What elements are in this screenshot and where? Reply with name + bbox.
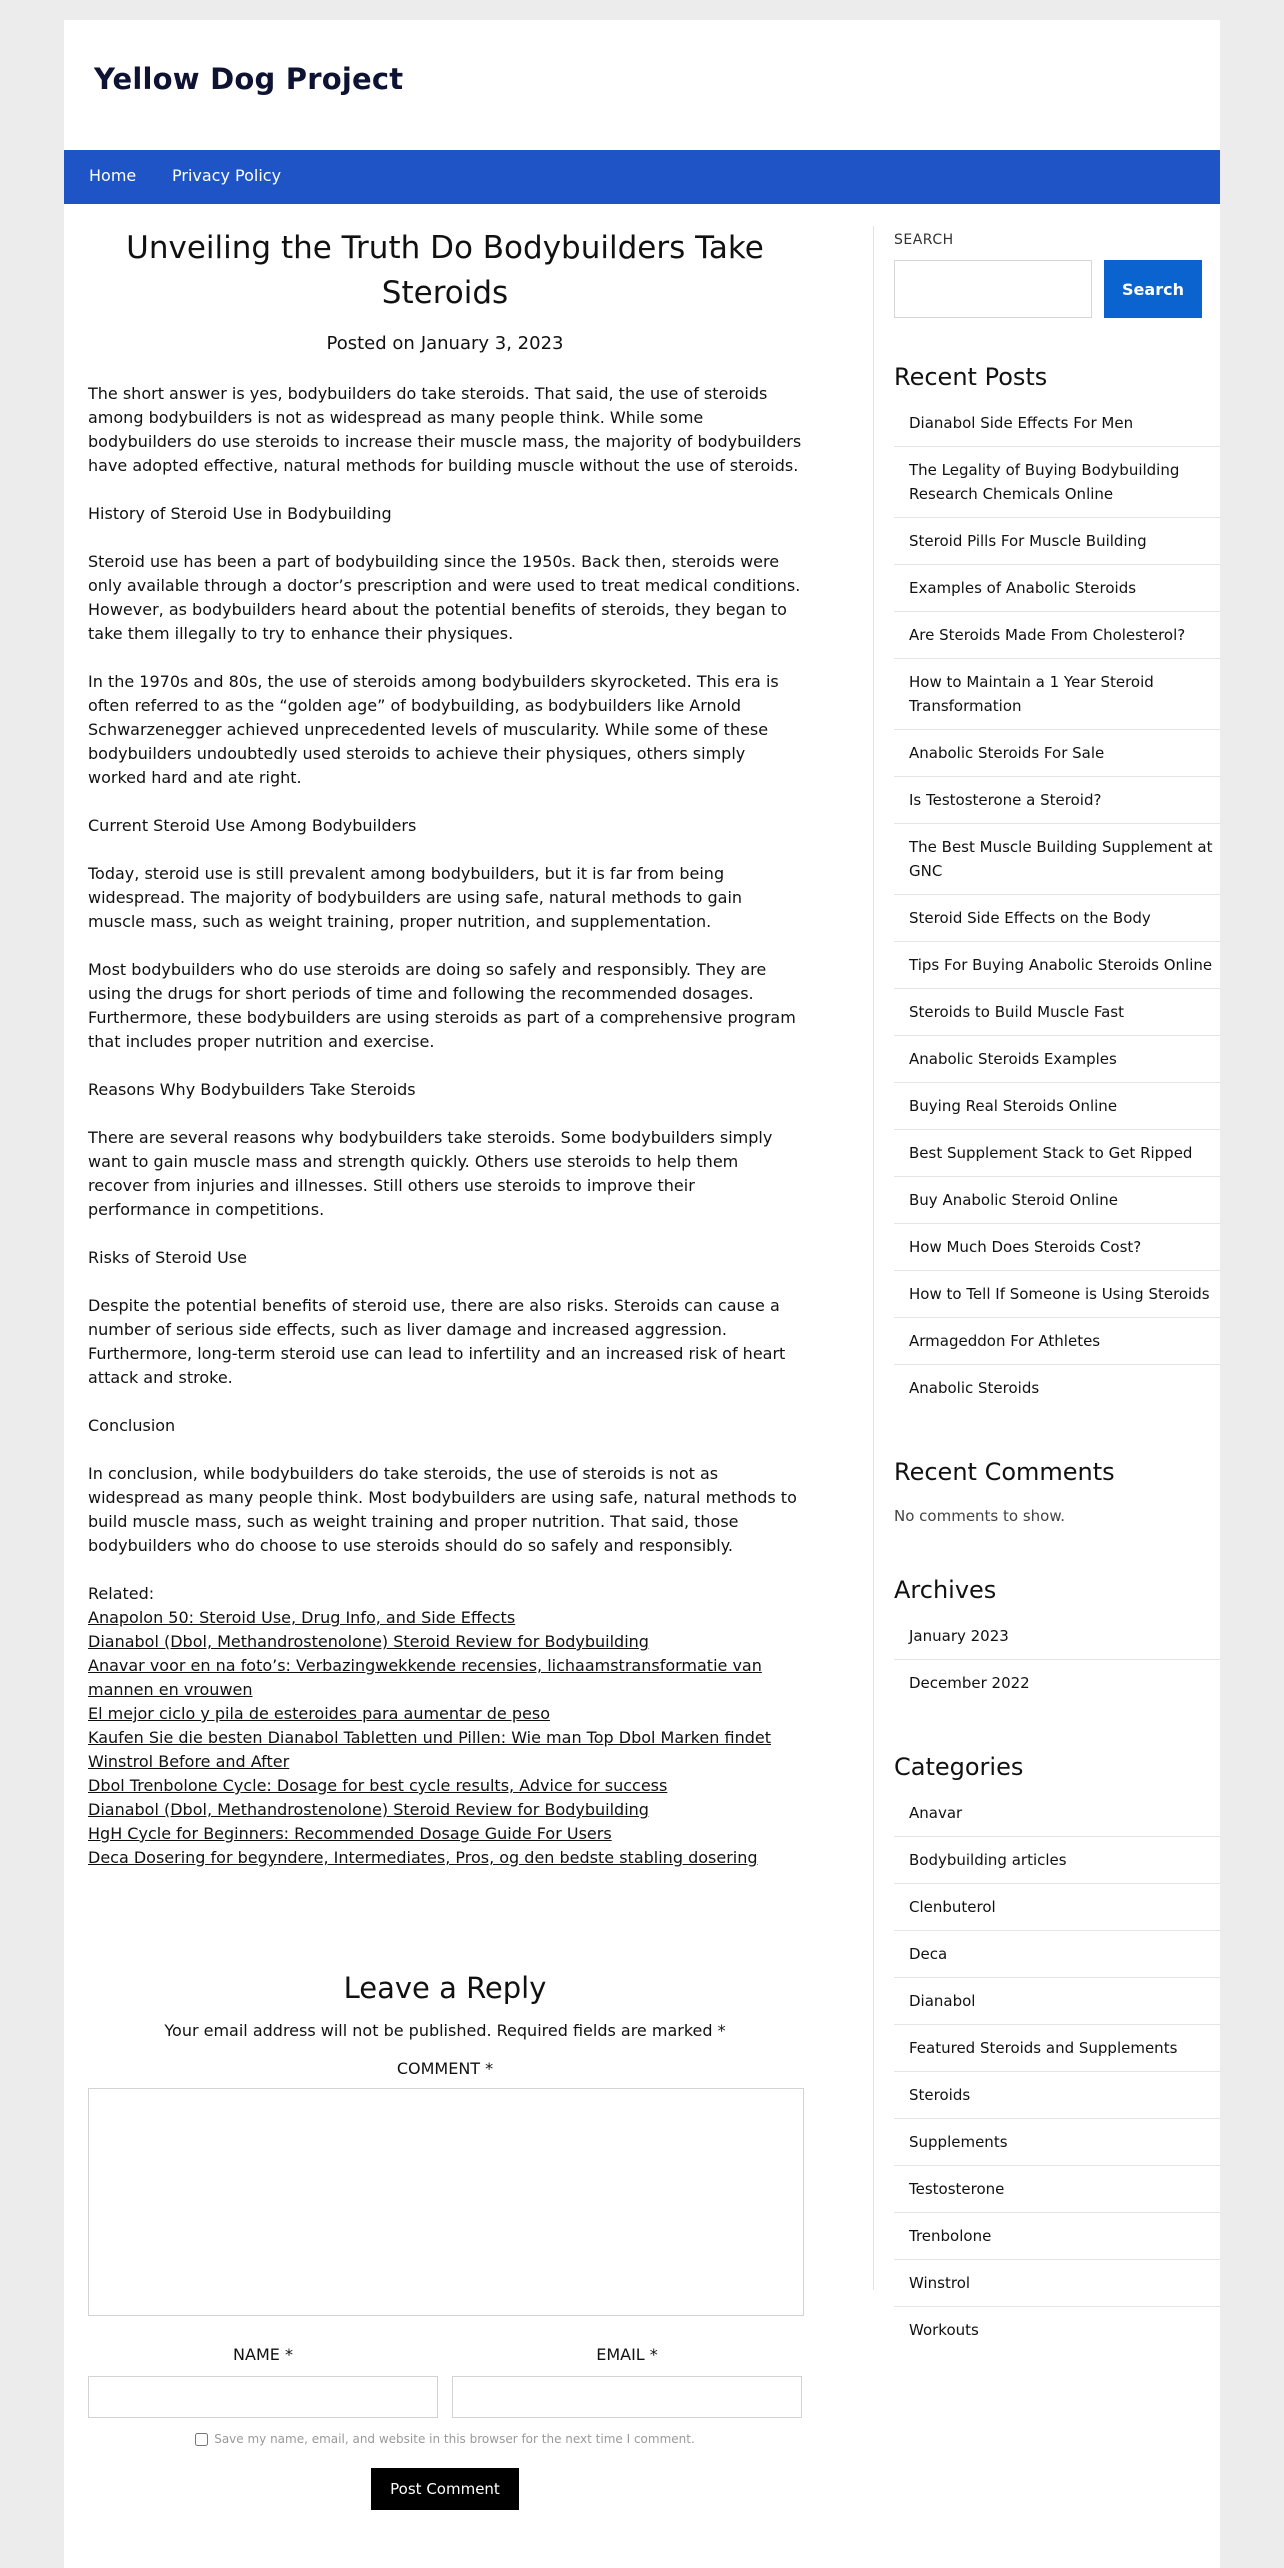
- related-links: [88, 1606, 802, 1870]
- list-item: [88, 1798, 802, 1822]
- list-item: [88, 1702, 802, 1726]
- recent-post-item[interactable]: How Much Does Steroids Cost?: [894, 1224, 1220, 1271]
- paragraph: In conclusion, while bodybuilders do take steroids, the use of steroids is not as widespread as many people think. Most bodybuilders are using safe, natural methods to build muscle mass, such as weight training and proper nutrition. That said, those bodybuilders who do choose to use steroids should do so safely and responsibly.: [88, 1464, 797, 1555]
- related-link[interactable]: Anavar voor en na foto’s: Verbazingwekkende recensies, lichaamstransformatie van mannen en vrouwen: [88, 1656, 762, 1699]
- category-item[interactable]: Featured Steroids and Supplements: [894, 2025, 1220, 2072]
- site-title[interactable]: Yellow Dog Project: [94, 62, 404, 96]
- category-item[interactable]: Clenbuterol: [894, 1884, 1220, 1931]
- email-label: EMAIL *: [596, 2345, 658, 2364]
- archives-widget: [894, 1575, 1220, 1706]
- recent-post-item[interactable]: Buying Real Steroids Online: [894, 1083, 1220, 1130]
- categories-title: Categories: [894, 1753, 1024, 1781]
- list-item: [88, 1630, 802, 1654]
- archive-item[interactable]: December 2022: [909, 1674, 1030, 1692]
- recent-post-item[interactable]: Steroids to Build Muscle Fast: [894, 989, 1220, 1036]
- nav-item-home[interactable]: Home: [89, 166, 137, 185]
- recent-comments-title: Recent Comments: [894, 1458, 1115, 1486]
- archives-title: Archives: [894, 1576, 997, 1604]
- comment-notes: Your email address will not be published. Required fields are marked *: [164, 2021, 726, 2040]
- page-container: [64, 20, 1220, 2568]
- save-info-row: [88, 2432, 802, 2446]
- list-item: [88, 1822, 802, 1846]
- paragraph: The short answer is yes, bodybuilders do take steroids. That said, the use of steroids among bodybuilders is not as widespread as many people think. While some bodybuilders do use steroids to increase their muscle mass, the majority of bodybuilders have adopted effective, natural methods for building muscle without the use of steroids.: [88, 384, 802, 475]
- list-item: [88, 1726, 802, 1750]
- related-link[interactable]: Anapolon 50: Steroid Use, Drug Info, and Side Effects: [88, 1608, 516, 1627]
- categories-list: [894, 1790, 1220, 2353]
- archives-list: [894, 1613, 1220, 1706]
- paragraph: Most bodybuilders who do use steroids are doing so safely and responsibly. They are using the drugs for short periods of time and following the recommended dosages. Furthermore, these bodybuilders are using steroids as part of a comprehensive program that includes proper nutrition and exercise.: [88, 960, 796, 1051]
- recent-posts-list: [894, 400, 1220, 1411]
- recent-post-item[interactable]: The Best Muscle Building Supplement at GNC: [894, 824, 1220, 895]
- search-widget: [894, 232, 1220, 320]
- related-link[interactable]: El mejor ciclo y pila de esteroides para aumentar de peso: [88, 1704, 550, 1723]
- category-item[interactable]: Steroids: [894, 2072, 1220, 2119]
- recent-post-item[interactable]: Anabolic Steroids Examples: [894, 1036, 1220, 1083]
- section-heading: History of Steroid Use in Bodybuilding: [88, 504, 392, 523]
- nav-item-privacy-policy[interactable]: Privacy Policy: [172, 166, 282, 185]
- related-link[interactable]: Deca Dosering for begyndere, Intermediates, Pros, og den bedste stabling dosering: [88, 1848, 758, 1867]
- page-title: Unveiling the Truth Do Bodybuilders Take Steroids: [126, 230, 764, 311]
- related-link[interactable]: HgH Cycle for Beginners: Recommended Dosage Guide For Users: [88, 1824, 612, 1843]
- related-link[interactable]: Kaufen Sie die besten Dianabol Tabletten und Pillen: Wie man Top Dbol Marken findet: [88, 1728, 771, 1747]
- recent-post-item[interactable]: Armageddon For Athletes: [894, 1318, 1220, 1365]
- name-input[interactable]: [88, 2376, 438, 2418]
- recent-post-item[interactable]: Best Supplement Stack to Get Ripped: [894, 1130, 1220, 1177]
- post-meta: [88, 332, 802, 356]
- recent-post-item[interactable]: Is Testosterone a Steroid?: [894, 777, 1220, 824]
- posted-on-label: Posted on: [326, 333, 415, 354]
- recent-post-item[interactable]: How to Maintain a 1 Year Steroid Transformation: [894, 659, 1220, 730]
- name-label: NAME *: [233, 2345, 293, 2364]
- recent-post-item[interactable]: Steroid Side Effects on the Body: [894, 895, 1220, 942]
- recent-comments-widget: [894, 1457, 1220, 1527]
- comment-form: [88, 1970, 802, 2510]
- name-field-group: [88, 2344, 438, 2418]
- recent-post-item[interactable]: Are Steroids Made From Cholesterol?: [894, 612, 1220, 659]
- recent-post-item[interactable]: Buy Anabolic Steroid Online: [894, 1177, 1220, 1224]
- category-item[interactable]: Trenbolone: [894, 2213, 1220, 2260]
- email-field-group: [452, 2344, 802, 2418]
- related-link[interactable]: Dbol Trenbolone Cycle: Dosage for best cycle results, Advice for success: [88, 1776, 668, 1795]
- categories-widget: [894, 1752, 1220, 2353]
- category-item[interactable]: Anavar: [894, 1790, 1220, 1837]
- sidebar: [894, 232, 1220, 2353]
- recent-post-item[interactable]: Tips For Buying Anabolic Steroids Online: [894, 942, 1220, 989]
- list-item: [88, 1846, 802, 1870]
- category-item[interactable]: Winstrol: [894, 2260, 1220, 2307]
- related-link[interactable]: Dianabol (Dbol, Methandrostenolone) Steroid Review for Bodybuilding: [88, 1632, 649, 1651]
- recent-post-item[interactable]: Steroid Pills For Muscle Building: [894, 518, 1220, 565]
- related-link[interactable]: Winstrol Before and After: [88, 1752, 290, 1771]
- category-item[interactable]: Dianabol: [894, 1978, 1220, 2025]
- recent-post-item[interactable]: Examples of Anabolic Steroids: [894, 565, 1220, 612]
- section-heading: Conclusion: [88, 1416, 176, 1435]
- recent-posts-widget: [894, 362, 1220, 1411]
- save-info-label[interactable]: Save my name, email, and website in this browser for the next time I comment.: [214, 2432, 695, 2446]
- save-info-checkbox[interactable]: [195, 2433, 208, 2446]
- paragraph: There are several reasons why bodybuilders take steroids. Some bodybuilders simply want to gain muscle mass and strength quickly. Others use steroids to help them recover from injuries and illnesses. Still others use steroids to improve their performance in competitions.: [88, 1128, 773, 1219]
- list-item: [88, 1606, 802, 1630]
- category-item[interactable]: Testosterone: [894, 2166, 1220, 2213]
- category-item[interactable]: Bodybuilding articles: [894, 1837, 1220, 1884]
- recent-post-item[interactable]: Anabolic Steroids For Sale: [894, 730, 1220, 777]
- primary-nav: [64, 150, 1220, 204]
- name-email-row: [88, 2344, 802, 2414]
- list-item: [88, 1774, 802, 1798]
- list-item: [88, 1750, 802, 1774]
- recent-post-item[interactable]: How to Tell If Someone is Using Steroids: [894, 1271, 1220, 1318]
- category-item[interactable]: Deca: [894, 1931, 1220, 1978]
- reply-title: Leave a Reply: [343, 1971, 547, 2005]
- paragraph: Today, steroid use is still prevalent among bodybuilders, but it is far from being widespread. The majority of bodybuilders are using safe, natural methods to gain muscle mass, such as weight training, proper nutrition, and supplementation.: [88, 864, 743, 931]
- list-item: [88, 1654, 802, 1702]
- category-item[interactable]: Supplements: [894, 2119, 1220, 2166]
- search-input[interactable]: [894, 260, 1092, 318]
- comment-label: COMMENT *: [396, 2059, 494, 2078]
- post-date[interactable]: January 3, 2023: [420, 333, 564, 354]
- section-heading: Risks of Steroid Use: [88, 1248, 247, 1267]
- recent-post-item[interactable]: Anabolic Steroids: [909, 1379, 1040, 1397]
- archive-item[interactable]: January 2023: [894, 1613, 1220, 1660]
- recent-posts-title: Recent Posts: [894, 363, 1048, 391]
- sidebar-divider: [873, 226, 874, 2290]
- paragraph: Steroid use has been a part of bodybuilding since the 1950s. Back then, steroids were only available through a doctor’s prescription and were used to treat medical conditions. However, as bodybuilders heard about the potential benefits of steroids, they began to take them illegally to try to enhance their physiques.: [88, 552, 801, 643]
- email-input[interactable]: [452, 2376, 802, 2418]
- related-label: Related:: [88, 1584, 155, 1603]
- category-item[interactable]: Workouts: [909, 2321, 979, 2339]
- recent-post-item[interactable]: Dianabol Side Effects For Men: [894, 400, 1220, 447]
- comment-textarea[interactable]: [88, 2088, 804, 2316]
- recent-post-item[interactable]: The Legality of Buying Bodybuilding Research Chemicals Online: [894, 447, 1220, 518]
- related-link[interactable]: Dianabol (Dbol, Methandrostenolone) Steroid Review for Bodybuilding: [88, 1800, 649, 1819]
- search-row: [894, 260, 1220, 320]
- section-heading: Reasons Why Bodybuilders Take Steroids: [88, 1080, 416, 1099]
- paragraph: In the 1970s and 80s, the use of steroids among bodybuilders skyrocketed. This era is often referred to as the “golden age” of bodybuilding, as bodybuilders like Arnold Schwarzenegger achieved unprecedented levels of muscularity. While some of these bodybuilders undoubtedly used steroids to achieve their physiques, others simply worked hard and ate right.: [88, 672, 779, 787]
- paragraph: Despite the potential benefits of steroid use, there are also risks. Steroids can cause a number of serious side effects, such as liver damage and increased aggression. Furthermore, long-term steroid use can lead to infertility and an increased risk of heart attack and stroke.: [88, 1296, 786, 1387]
- post-comment-button[interactable]: Post Comment: [371, 2468, 519, 2510]
- main-content: [88, 226, 802, 1870]
- search-label: SEARCH: [894, 232, 954, 248]
- section-heading: Current Steroid Use Among Bodybuilders: [88, 816, 417, 835]
- no-comments-text: No comments to show.: [894, 1507, 1065, 1525]
- article-body: [88, 382, 802, 1870]
- search-button[interactable]: Search: [1104, 260, 1202, 318]
